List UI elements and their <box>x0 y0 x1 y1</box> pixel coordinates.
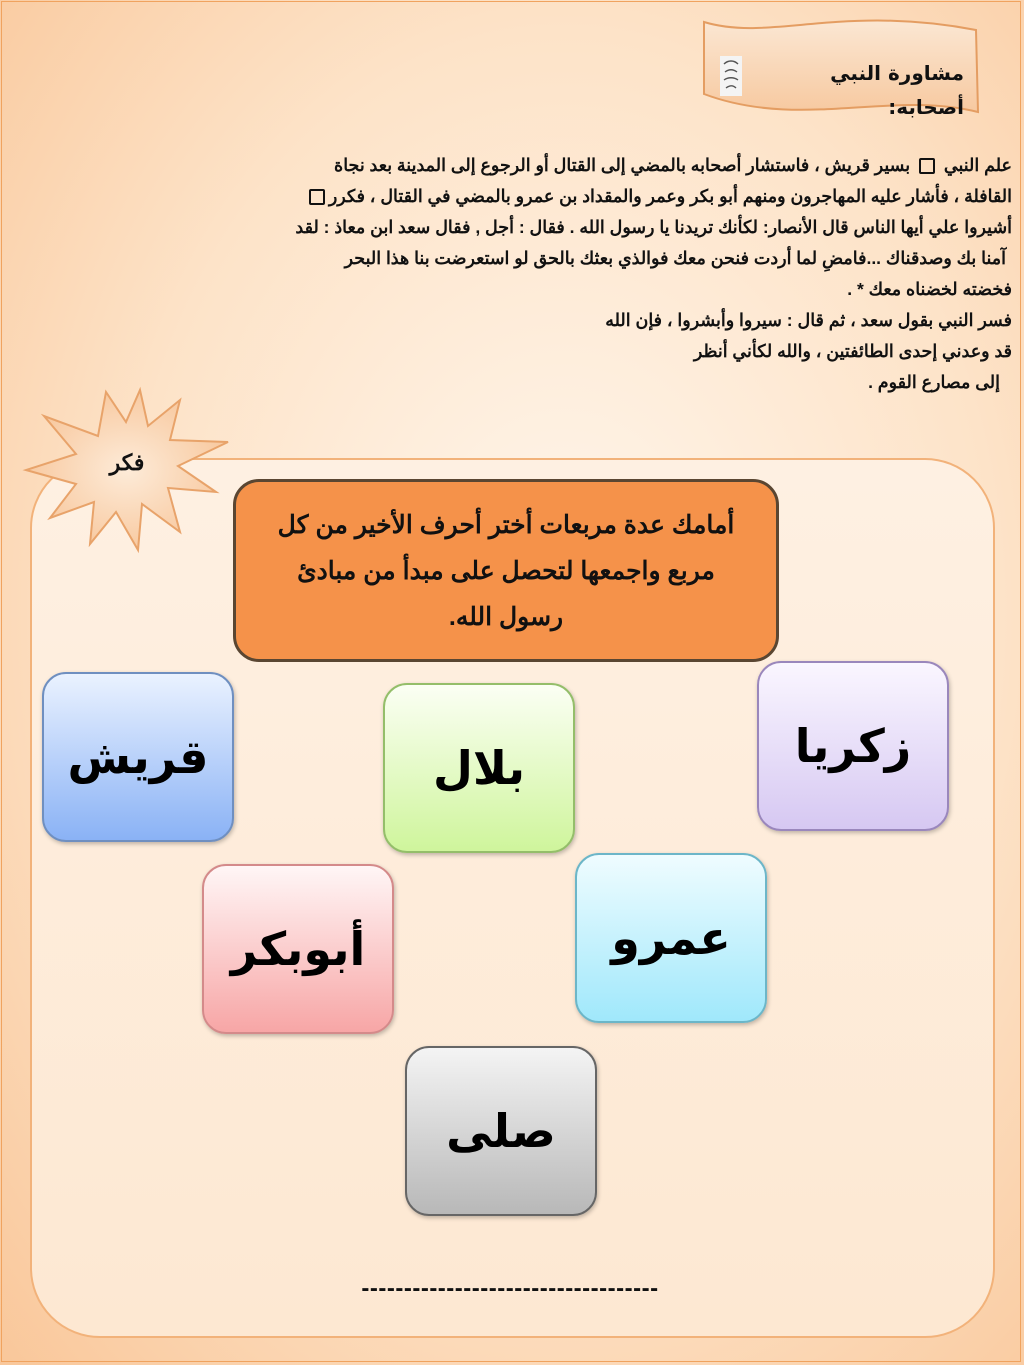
title-ribbon <box>700 12 982 124</box>
word-tile-bilal[interactable]: بلال <box>383 683 575 853</box>
word-tile-zakariya[interactable]: زكريا <box>757 661 949 831</box>
checkbox-square-icon <box>919 158 935 174</box>
passage-line-5: فخضته لخضناه معك * . <box>847 279 1012 299</box>
passage-line-2 <box>18 181 1012 212</box>
passage-line-3: أشيروا علي أيها الناس قال الأنصار: لكأنك تريدنا يا رسول الله . فقال : أجل , فقال سعد ابن معاذ : لقد <box>295 217 1012 237</box>
passage-line-8: إلى مصارع القوم . <box>868 372 1000 392</box>
think-label: فكر <box>109 450 145 475</box>
title-line-2: أصحابه: <box>888 95 964 119</box>
checkbox-square-icon <box>309 189 325 205</box>
pbuh-calligraphy-icon <box>720 56 742 96</box>
story-passage <box>18 150 1012 398</box>
instruction-box: أمامك عدة مربعات أختر أحرف الأخير من كل مربع واجمعها لتحصل على مبدأ من مبادئ رسول الله. <box>233 479 779 662</box>
word-tile-abubakr[interactable]: أبوبكر <box>202 864 394 1034</box>
passage-text: القافلة ، فأشار عليه المهاجرون ومنهم أبو بكر وعمر والمقداد بن عمرو بالمضي في القتال ، فكرر <box>328 186 1012 206</box>
passage-line-7: قد وعدني إحدى الطائفتين ، والله لكأني أنظر <box>693 341 1012 361</box>
title-line-1: مشاورة النبي <box>830 61 964 85</box>
passage-line-4: آمنا بك وصدقناك ...فامضِ لما أردت فنحن معك فوالذي بعثك بالحق لو استعرضت بنا هذا البحر <box>344 248 1006 268</box>
answer-line[interactable]: ----------------------------------- <box>361 1275 659 1302</box>
passage-text: بسير قريش ، فاستشار أصحابه بالمضي إلى القتال أو الرجوع إلى المدينة بعد نجاة <box>334 155 911 175</box>
passage-line-1 <box>18 150 1012 181</box>
word-tile-salla[interactable]: صلى <box>405 1046 597 1216</box>
passage-text: علم النبي <box>943 155 1012 175</box>
word-tile-amr[interactable]: عمرو <box>575 853 767 1023</box>
lesson-title <box>714 56 964 124</box>
passage-line-6: فسر النبي بقول سعد ، ثم قال : سيروا وأبشروا ، فإن الله <box>605 310 1012 330</box>
word-tile-quraish[interactable]: قريش <box>42 672 234 842</box>
